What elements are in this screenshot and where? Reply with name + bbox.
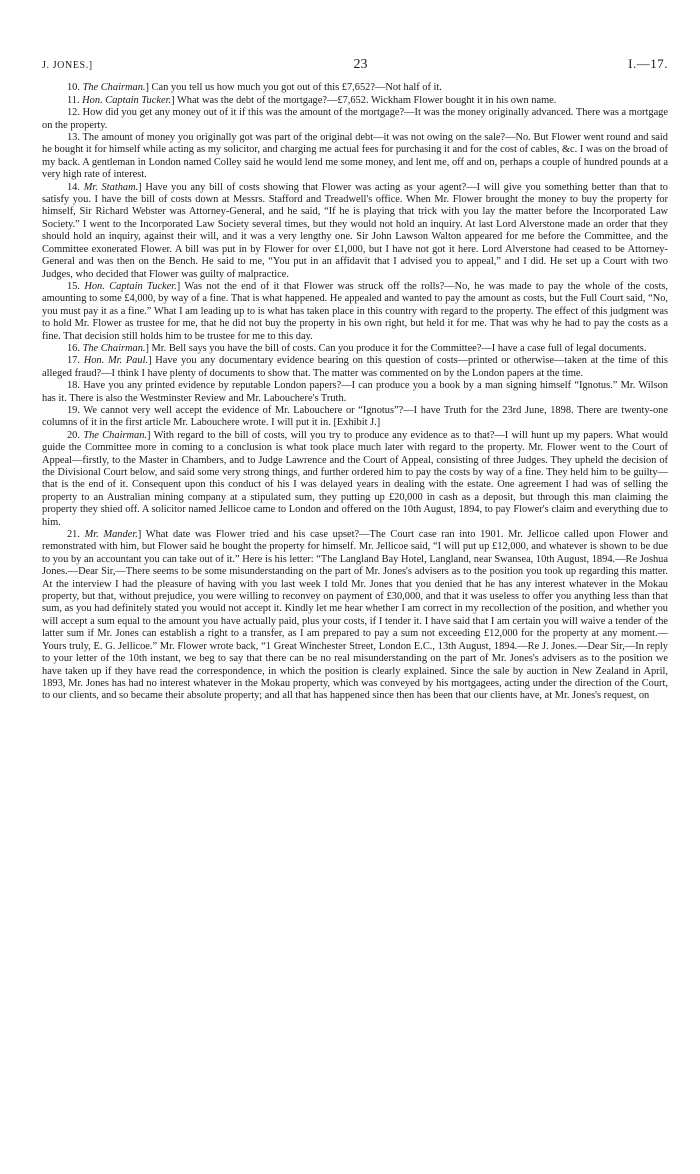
question-paragraph: 17. Hon. Mr. Paul.] Have you any documentary evidence bearing on this question of costs—printed or otherwise—taken at the time of this alleged fraud?—I think I have plenty of documents to show that. The matter was commented on by the London papers at the time. [42,355,668,379]
question-paragraph: 21. Mr. Mander.] What date was Flower tried and his case upset?—The Court case ran into 1901. Mr. Jellicoe called upon Flower and remonstrated with him, but Flower said he bought the property for himself. Mr. Jellicoe said, “I will put up £12,000, and whatever is shown to be due to you by an accountant you can take out of it.” Here is his letter: “The Langland Bay Hotel, Langland, near Swansea, 10th August, 1894.—Re Joshua Jones.—Dear Sir,—There seems to be some misunderstanding on the part of Mr. Jones's advisers as to the position you took up regarding this matter. At the interview I had the pleasure of having with you last week I told Mr. Jones that you denied that he has any interest whatever in the Mokau property, but that, without prejudice, you were willing to reconvey on payment of £30,000, and that it was useless to offer you anything less than that sum, as you had definitely stated you would not accept it. Kindly let me hear whether I am correct in my recollection of the position, and whether you will accept a sum equal to the amount you have actually paid, plus your costs, if I tender it. I have said that I am certain you will waive a tender of the latter sum if Mr. Jones can establish a right to a transfer, as I am prepared to pay a sum not exceeding £12,000 for the property at any moment.—Yours truly, E. G. Jellicoe.” Mr. Flower wrote back, “1 Great Winchester Street, London E.C., 13th August, 1894.—Re J. Jones.—Dear Sir,—In reply to your letter of the 10th instant, we beg to say that there can be no real misunderstanding on the part of Mr. Jones's advisers as to the position we have taken up if they have read the correspondence, in which the position is clearly explained. Since the sale by auction in New Zealand in April, 1893, Mr. Jones has had no interest whatever in the Mokau property, which was conveyed by his mortgagees, acting under the direction of the Court, to our clients, and so became their absolute property; and all that has happened since then has been that our clients have, at Mr. Jones's request, on [42,529,668,702]
header-witness-name: J. JONES.] [42,60,93,71]
page-header [42,58,668,72]
question-paragraph: 19. We cannot very well accept the evidence of Mr. Labouchere or “Ignotus”?—I have Truth for the 23rd June, 1898. There are twenty-one columns of it in the first article Mr. Labouchere wrote. I will put it in. [Exhibit J.] [42,404,668,429]
question-paragraph: 10. The Chairman.] Can you tell us how much you got out of this £7,652?—Not half of it. [66,82,442,94]
question-paragraph: 18. Have you any printed evidence by reputable London papers?—I can produce you a book by a man signing himself “Ignotus.” Mr. Wilson has it. There is also the Westminster Review and Mr. Labouchere's Truth. [42,380,668,404]
question-paragraph: 14. Mr. Statham.] Have you any bill of costs showing that Flower was acting as your agent?—I will give you something better than that to satisfy you. I have the bill of costs down at Messrs. Stafford and Treadwell's office. When Mr. Flower brought the money to buy the property for himself, Sir Richard Webster was Attorney-General, and he said, “If he is playing that trick with you lay the matter before the Incorporated Law Society.” I went to the Incorporated Law Society several times, but they would not hold an inquiry. At last Lord Alverstone made an order that they should hold an inquiry, against their will, and it was a very lengthy one. Sir John Lawson Walton appeared for me before the Committee, and the Committee exonerated Flower. A bill was put in by Flower for over £1,000, but I have not got it here. Lord Alverstone had ceased to be Attorney-General and was then on the Bench. He said to me, “You put in an affidavit that I advised you to appeal,” and I did. He set up a Court with two Judges, who decided that Flower was guilty of malpractice. [42,181,668,280]
page-number: 23 [353,57,368,72]
document-reference: I.—17. [628,56,668,71]
document-body [42,82,668,702]
question-paragraph: 20. The Chairman.] With regard to the bill of costs, will you try to produce any evidence as to that?—I will hunt up my papers. What would guide the Committee more in coming to a conclusion is what took place much later with regard to the property. Mr. Flower went to the Court of Appeal—firstly, to the Master in Chambers, and to Judge Lawrence and the Court of Appeal, consisting of three Judges. They upheld the decision of the Divisional Court below, and said some very strong things, and further ordered him to pay the costs by way of a fine. They held him to be guilty—that is the end of it. Consequent upon this conduct of his I was delayed years in dealing with the estate. One agreement I had was of selling the property to an Australian mining company at a stipulated sum, they putting up £20,000 in cash as a deposit, but through this man claiming the property they shied off. A solicitor named Jellicoe came to London and offered on the 10th August, 1894, to pay Flower's claim and everything due to him. [42,429,668,528]
question-paragraph: 13. The amount of money you originally got was part of the original debt—it was not owing on the sale?—No. But Flower went round and said he bought it for himself while acting as my solicitor, and charging me actual fees for purchasing it and for the cost of cables, &c. I was on the broad of my back. A gentleman in London named Colley said he would lend me some money, and lent me, off and on, perhaps a couple of hundred pounds at a very high rate of interest. [42,132,668,181]
question-paragraph: 12. How did you get any money out of it if this was the amount of the mortgage?—It was the money originally advanced. There was a mortgage on the property. [42,107,668,131]
question-paragraph: 15. Hon. Captain Tucker.] Was not the end of it that Flower was struck off the rolls?—No, he was made to pay the whole of the costs, amounting to some £4,000, by way of a fine. That is what happened. He appealed and wanted to pay the amount as costs, but the Full Court said, “No, you must pay it as a fine.” What I am leading up to is what has taken place in this country with regard to the property. The effect of this judgment was to hold Mr. Flower as trustee for me, that he did not buy the property in his own right, but held it for me. That was why he had to pay the costs as a fine. That decision still holds him to be trustee for me to this day. [42,280,668,342]
question-paragraph: 11. Hon. Captain Tucker.] What was the debt of the mortgage?—£7,652. Wickham Flower bought it in his own name. [66,94,557,106]
question-paragraph: 16. The Chairman.] Mr. Bell says you have the bill of costs. Can you produce it for the Committee?—I have a case full of legal documents. [66,342,647,354]
